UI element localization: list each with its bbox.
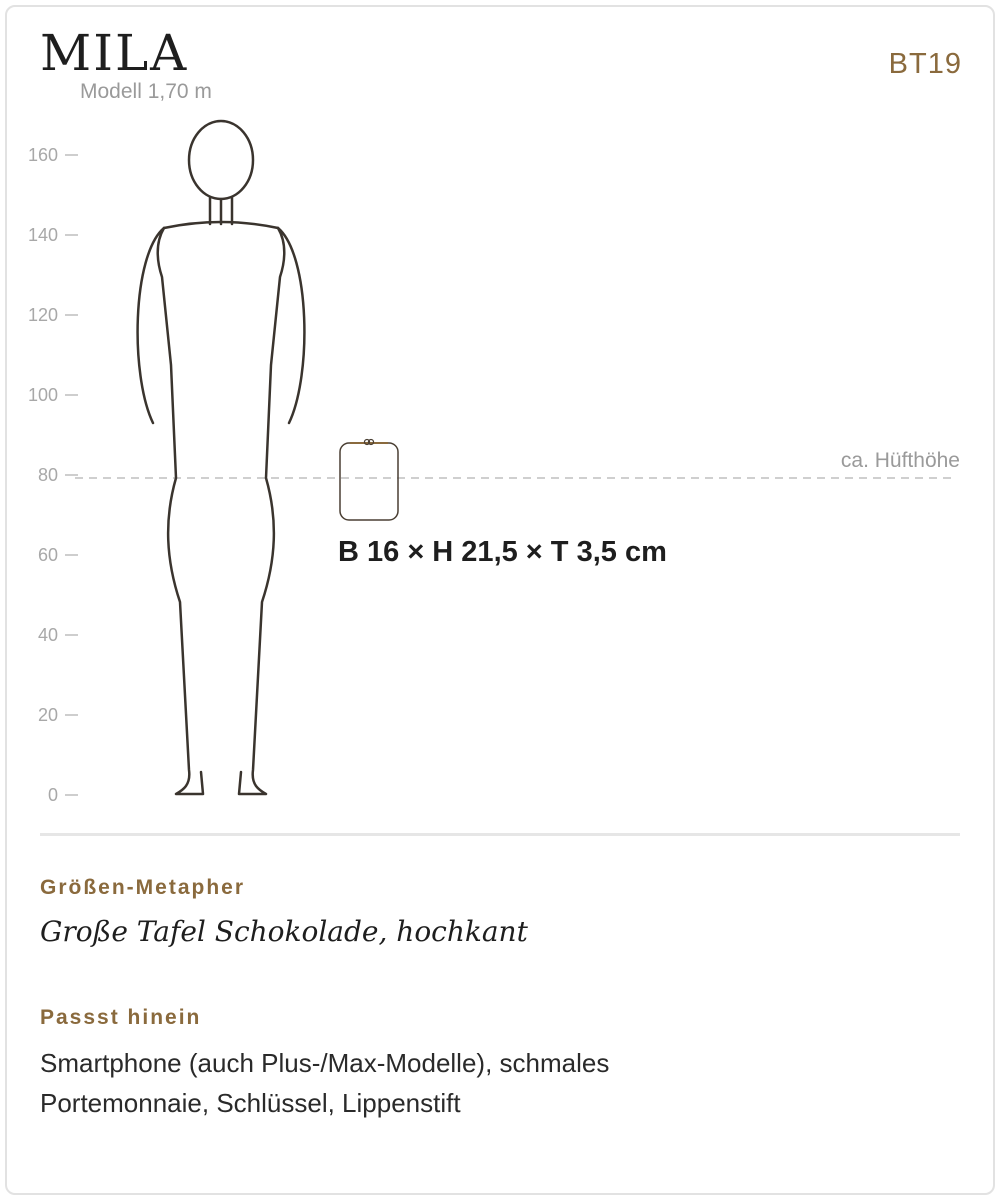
product-code: BT19 [888,48,962,80]
y-tick-label: 40 [37,625,58,645]
y-tick-80 [38,465,78,485]
fits-section-title: Passst hinein [40,1006,202,1029]
model-figure-icon [138,121,305,794]
y-tick-label: 0 [47,785,58,805]
figure-right-side [239,228,284,794]
model-height-label: Modell 1,70 m [80,80,212,103]
y-tick-label: 60 [37,545,58,565]
y-tick-120 [28,305,78,325]
y-tick-160 [28,145,78,165]
y-tick-label: 20 [37,705,58,725]
bag-body [340,443,398,520]
figure-left-arm [138,228,164,423]
y-tick-40 [38,625,78,645]
metaphor-text: Große Tafel Schokolade, hochkant [40,915,528,948]
y-tick-140 [28,225,78,245]
product-title: MILA [40,24,189,82]
y-tick-20 [38,705,78,725]
y-tick-label: 140 [27,225,58,245]
figure-head [189,121,253,199]
bag-silhouette-icon [340,440,398,521]
y-tick-0 [48,785,78,805]
y-tick-label: 160 [27,145,58,165]
figure-left-side [158,228,203,794]
fits-text: Smartphone (auch Plus-/Max-Modelle), schmales Portemonnaie, Schlüssel, Lippenstift [40,1048,610,1118]
figure-right-arm [278,228,304,423]
y-tick-label: 80 [37,465,58,485]
y-axis [28,145,78,805]
y-tick-60 [38,545,78,565]
y-tick-label: 120 [27,305,58,325]
bag-dimensions-label: B 16 × H 21,5 × T 3,5 cm [338,536,667,568]
y-tick-label: 100 [27,385,58,405]
metaphor-section-title: Größen-Metapher [40,876,246,899]
y-tick-100 [28,385,78,405]
section-divider [40,833,960,836]
hip-height-label: ca. Hüfthöhe [840,449,960,472]
